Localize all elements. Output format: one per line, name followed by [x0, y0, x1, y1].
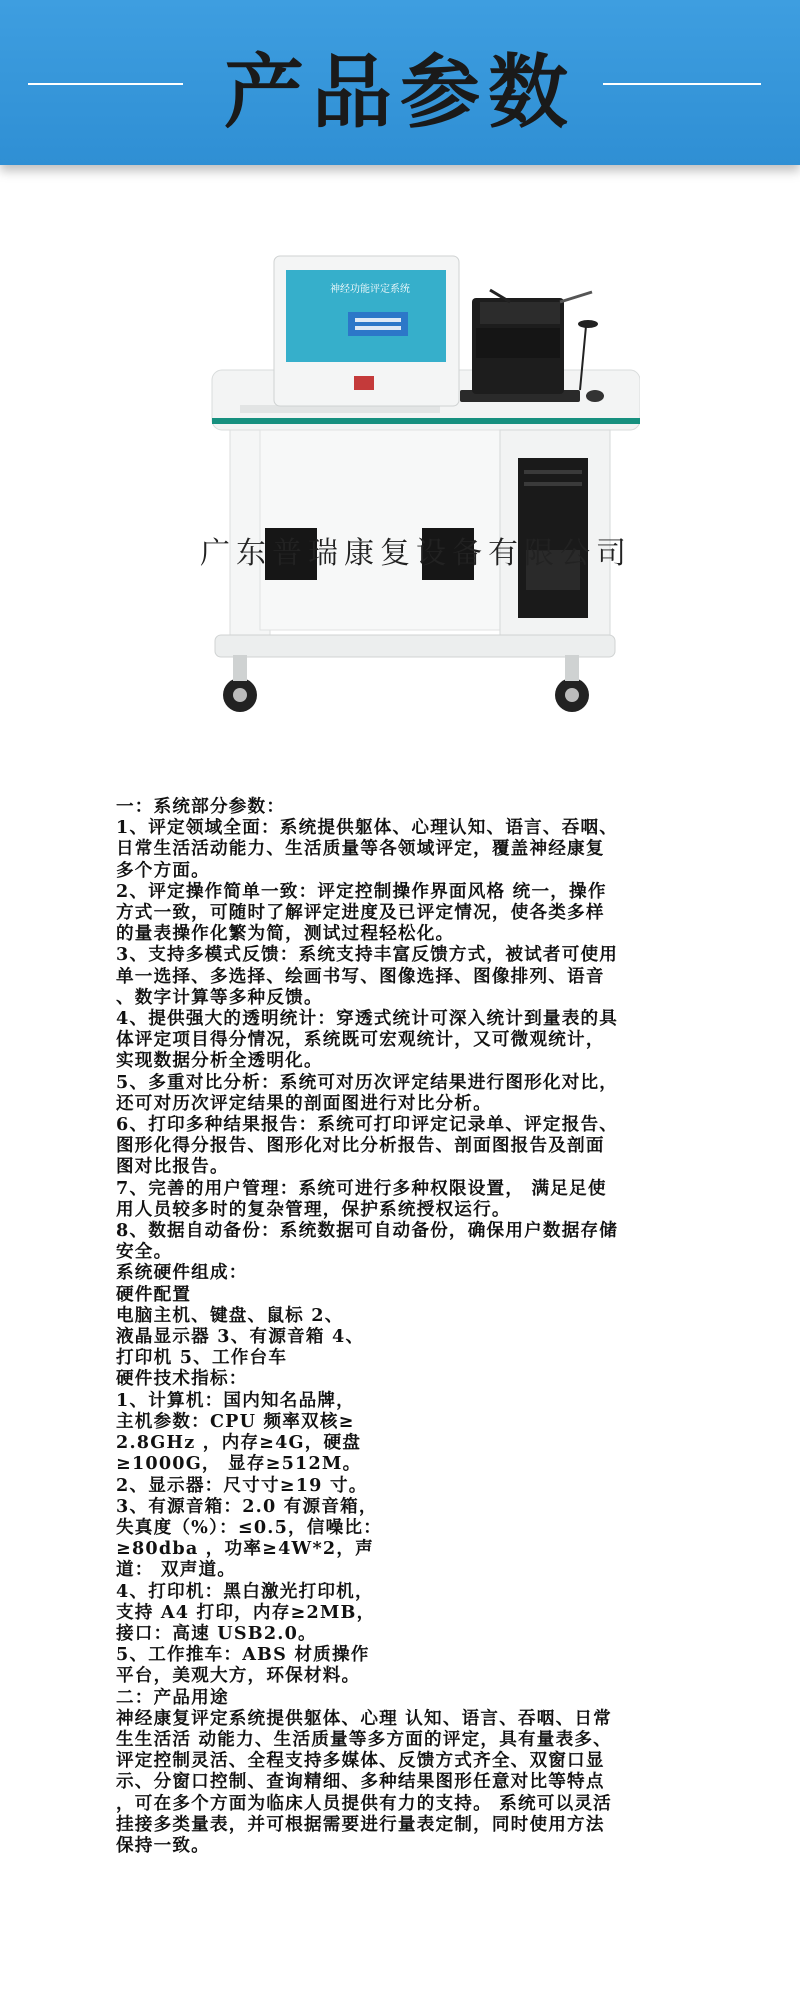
text-line: 液晶显示器 3、有源音箱 4、: [116, 1326, 365, 1348]
text-line: 安全。: [116, 1241, 173, 1263]
text-line: 一：系统部分参数：: [116, 796, 286, 817]
page-title: 产品参数: [224, 45, 576, 139]
parameter-text: [116, 796, 746, 1856]
text-line: 示、分窗口控制、查询精细、多种结果图形任意对比等特点: [116, 1771, 605, 1793]
text-line: 2、显示器：尺寸寸≥19 寸。: [116, 1474, 368, 1496]
text-line: 用人员较多时的复杂管理，保护系统授权运行。: [116, 1198, 511, 1220]
text-line: 硬件技术指标：: [116, 1368, 248, 1390]
text-line: 2.8GHz ，内存≥4G，硬盘: [116, 1432, 362, 1454]
text-line: 电脑主机、键盘、鼠标 2、: [116, 1304, 344, 1326]
text-line: 方式一致，可随时了解评定进度及已评定情况，使各类多样: [116, 902, 605, 924]
text-line: 硬件配置: [116, 1283, 192, 1305]
text-line: 4、提供强大的透明统计：穿透式统计可深入统计到量表的具: [116, 1008, 619, 1030]
text-line: 系统硬件组成：: [116, 1262, 248, 1284]
text-line: 3、支持多模式反馈：系统支持丰富反馈方式，被试者可使用: [116, 944, 619, 966]
text-line: 支持 A4 打印，内存≥2MB，: [116, 1601, 376, 1623]
text-line: 二：产品用途: [116, 1686, 229, 1708]
text-line: 挂接多类量表，并可根据需要进行量表定制，同时使用方法: [116, 1813, 605, 1835]
text-line: 2、评定操作简单一致：评定控制操作界面风格 统一，操作: [116, 880, 607, 902]
text-line: 生生活活 动能力、生活质量等多方面的评定，具有量表多、: [116, 1728, 612, 1750]
text-line: 3、有源音箱：2.0 有源音箱，: [116, 1495, 378, 1517]
text-line: ≥80dba ，功率≥4W*2，声: [116, 1538, 374, 1560]
text-line: 打印机 5、工作台车: [116, 1347, 288, 1369]
text-line: 道： 双声道。: [116, 1559, 237, 1581]
header-right-rule: [603, 83, 761, 85]
text-line: 的量表操作化繁为简，测试过程轻松化。: [116, 923, 455, 945]
text-line: 主机参数：CPU 频率双核≥: [116, 1410, 355, 1432]
text-line: 7、完善的用户管理：系统可进行多种权限设置， 满足足使: [116, 1177, 607, 1199]
text-line: 多个方面。: [116, 859, 210, 881]
text-line: 还可对历次评定结果的剖面图进行对比分析。: [116, 1092, 492, 1114]
text-line: 接口：高速 USB2.0。: [116, 1622, 317, 1644]
text-line: 实现数据分析全透明化。: [116, 1050, 323, 1072]
text-line: 平台，美观大方，环保材料。: [116, 1665, 361, 1687]
text-line: 6、打印多种结果报告：系统可打印评定记录单、评定报告、: [116, 1114, 619, 1136]
desk-stripe: [212, 418, 640, 424]
text-line: 4、打印机：黑白激光打印机，: [116, 1580, 374, 1602]
text-line: ≥1000G， 显存≥512M。: [116, 1453, 362, 1475]
text-line: 1、计算机：国内知名品牌，: [116, 1389, 355, 1411]
product-image: [200, 250, 640, 730]
text-line: 体评定项目得分情况，系统既可宏观统计，又可微观统计，: [116, 1029, 605, 1051]
text-line: 评定控制灵活、全程支持多媒体、反馈方式齐全、双窗口显: [116, 1750, 605, 1772]
text-line: 神经康复评定系统提供躯体、心理 认知、语言、吞咽、日常: [116, 1707, 612, 1729]
monitor-screen-text: 神经功能评定系统: [330, 284, 410, 295]
page-header: [0, 0, 800, 165]
text-line: 失真度（%）：≤0.5，信噪比：: [116, 1516, 383, 1538]
text-line: 保持一致。: [116, 1834, 210, 1856]
text-line: 1、评定领域全面：系统提供躯体、心理认知、语言、吞咽、: [116, 817, 619, 839]
text-line: 5、工作推车：ABS 材质操作: [116, 1644, 370, 1666]
text-line: 图对比报告。: [116, 1156, 229, 1178]
mouse: [586, 390, 604, 402]
text-line: 单一选择、多选择、绘画书写、图像选择、图像排列、语音: [116, 965, 605, 987]
text-line: 8、数据自动备份：系统数据可自动备份，确保用户数据存储: [116, 1220, 619, 1242]
text-line: ，可在多个方面为临床人员提供有力的支持。 系统可以灵活: [116, 1792, 612, 1814]
monitor-logo: [354, 376, 374, 390]
text-line: 5、多重对比分析：系统可对历次评定结果进行图形化对比，: [116, 1071, 619, 1093]
text-line: 、数字计算等多种反馈。: [116, 986, 323, 1008]
desk-base: [215, 635, 615, 657]
text-line: 图形化得分报告、图形化对比分析报告、剖面图报告及剖面: [116, 1135, 605, 1157]
company-watermark: 广东普瑞康复设备有限公司: [200, 536, 632, 571]
text-line: 日常生活活动能力、生活质量等各领域评定，覆盖神经康复: [116, 838, 605, 860]
